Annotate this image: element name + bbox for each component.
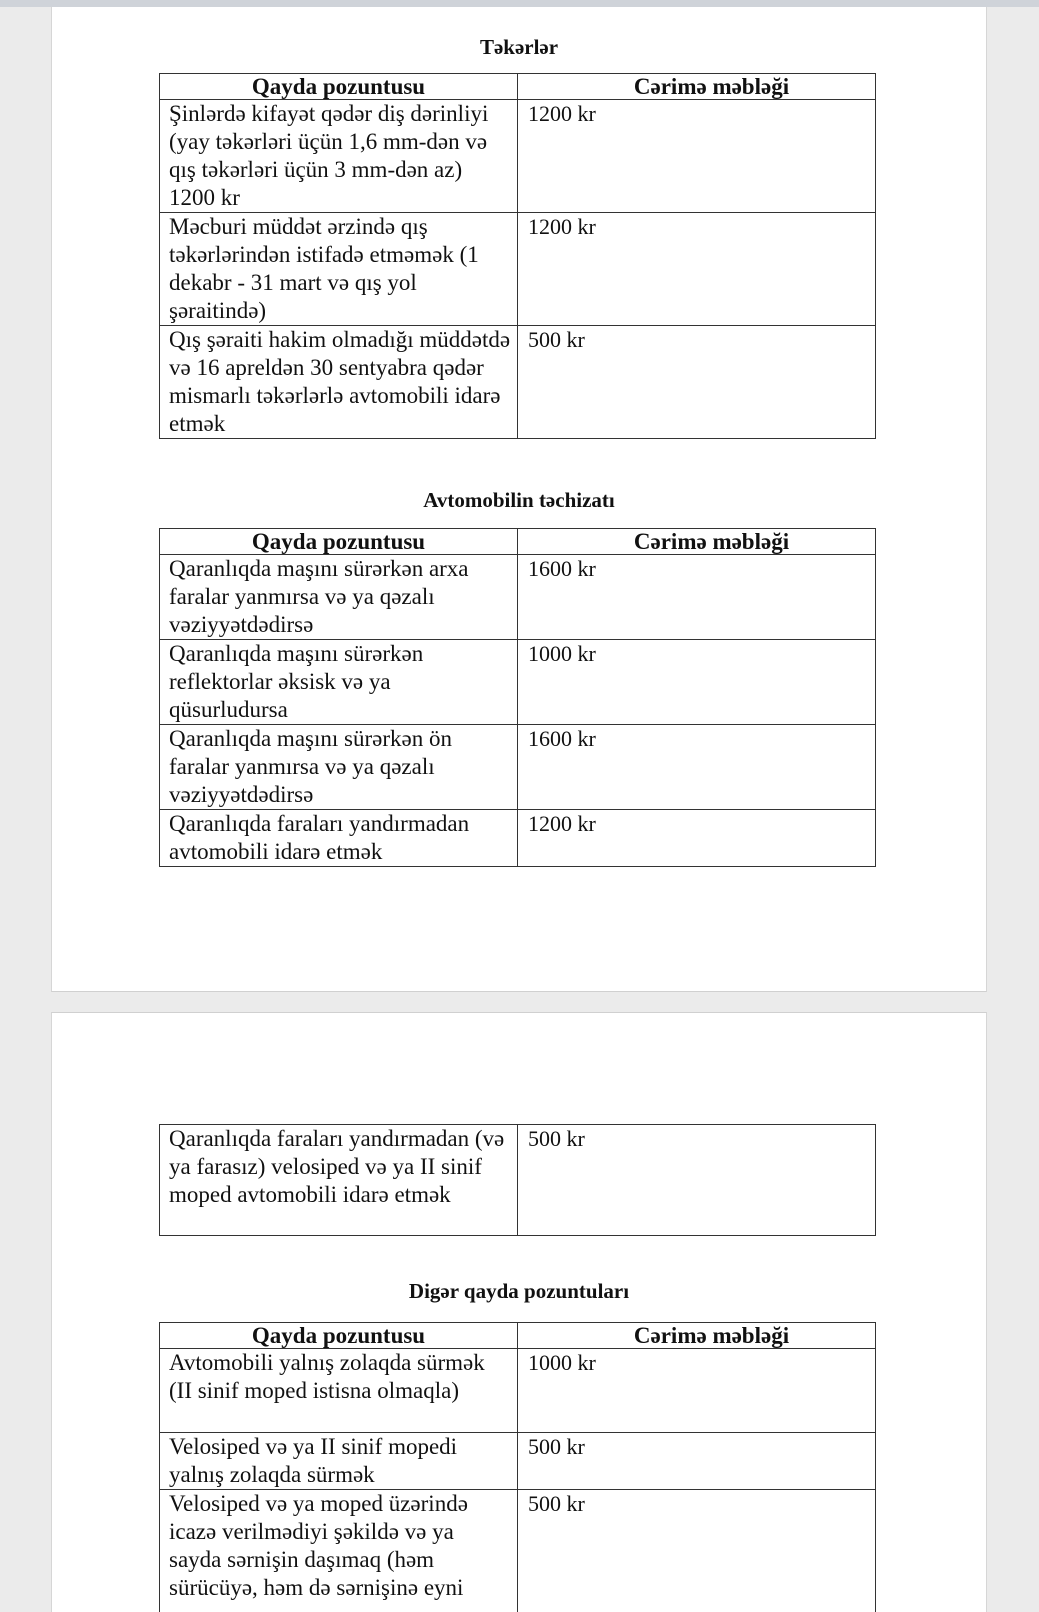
- violation-cell: Velosiped və ya moped üzərində icazə verilmədiyi şəkildə və ya sayda sərnişin daşımaq (həm sürücüyə, həm də sərnişinə eyni: [160, 1490, 518, 1612]
- fine-cell: 500 kr: [518, 326, 876, 439]
- fines-table-other: [159, 1322, 876, 1612]
- column-header-violation: Qayda pozuntusu: [160, 529, 518, 555]
- violation-cell: Qaranlıqda faraları yandırmadan avtomobili idarə etmək: [160, 810, 518, 867]
- viewer-top-bar: [0, 0, 1039, 7]
- fines-table-equipment-continued: [159, 1124, 876, 1236]
- table-row: [160, 640, 876, 725]
- column-header-fine: Cərimə məbləği: [518, 1323, 876, 1349]
- fine-cell: 1000 kr: [518, 1349, 876, 1433]
- violation-cell: Qaranlıqda maşını sürərkən arxa faralar yanmırsa və ya qəzalı vəziyyətdədirsə: [160, 555, 518, 640]
- fine-cell: 500 kr: [518, 1125, 876, 1236]
- fine-cell: 1000 kr: [518, 640, 876, 725]
- violation-cell: Qaranlıqda faraları yandırmadan (və ya farasız) velosiped və ya II sinif moped avtomobili idarə etmək: [160, 1125, 518, 1236]
- violation-cell: Velosiped və ya II sinif mopedi yalnış zolaqda sürmək: [160, 1433, 518, 1490]
- table-row: [160, 100, 876, 213]
- fine-cell: 500 kr: [518, 1490, 876, 1612]
- table-header-row: [160, 74, 876, 100]
- document-page-1: [51, 7, 987, 992]
- column-header-fine: Cərimə məbləği: [518, 74, 876, 100]
- fine-cell: 1200 kr: [518, 100, 876, 213]
- violation-cell: Məcburi müddət ərzində qış təkərlərindən istifadə etməmək (1 dekabr - 31 mart və qış yol şəraitində): [160, 213, 518, 326]
- fines-table-tyres: [159, 73, 876, 439]
- table-row: [160, 1433, 876, 1490]
- violation-cell: Avtomobili yalnış zolaqda sürmək (II sinif moped istisna olmaqla): [160, 1349, 518, 1433]
- table-row: [160, 1490, 876, 1612]
- column-header-fine: Cərimə məbləği: [518, 529, 876, 555]
- violation-cell: Qaranlıqda maşını sürərkən reflektorlar əksisk və ya qüsurludursa: [160, 640, 518, 725]
- table-row: [160, 1349, 876, 1433]
- section-title-tyres: Təkərlər: [52, 35, 986, 59]
- violation-cell: Qış şəraiti hakim olmadığı müddətdə və 16 apreldən 30 sentyabra qədər mismarlı təkərlərlə avtomobili idarə etmək: [160, 326, 518, 439]
- section-title-other-violations: Digər qayda pozuntuları: [52, 1279, 986, 1303]
- violation-cell: Qaranlıqda maşını sürərkən ön faralar yanmırsa və ya qəzalı vəziyyətdədirsə: [160, 725, 518, 810]
- document-page-2: [51, 1012, 987, 1612]
- table-row: [160, 810, 876, 867]
- column-header-violation: Qayda pozuntusu: [160, 74, 518, 100]
- fine-cell: 1600 kr: [518, 555, 876, 640]
- violation-cell: Şinlərdə kifayət qədər diş dərinliyi (yay təkərləri üçün 1,6 mm-dən və qış təkərləri üçün 3 mm-dən az) 1200 kr: [160, 100, 518, 213]
- fine-cell: 1200 kr: [518, 810, 876, 867]
- fine-cell: 1200 kr: [518, 213, 876, 326]
- table-row: [160, 326, 876, 439]
- table-row: [160, 555, 876, 640]
- table-row: [160, 213, 876, 326]
- fines-table-equipment: [159, 528, 876, 867]
- fine-cell: 1600 kr: [518, 725, 876, 810]
- table-header-row: [160, 529, 876, 555]
- fine-cell: 500 kr: [518, 1433, 876, 1490]
- table-row: [160, 725, 876, 810]
- column-header-violation: Qayda pozuntusu: [160, 1323, 518, 1349]
- section-title-equipment: Avtomobilin təchizatı: [52, 488, 986, 512]
- table-row: [160, 1125, 876, 1236]
- table-header-row: [160, 1323, 876, 1349]
